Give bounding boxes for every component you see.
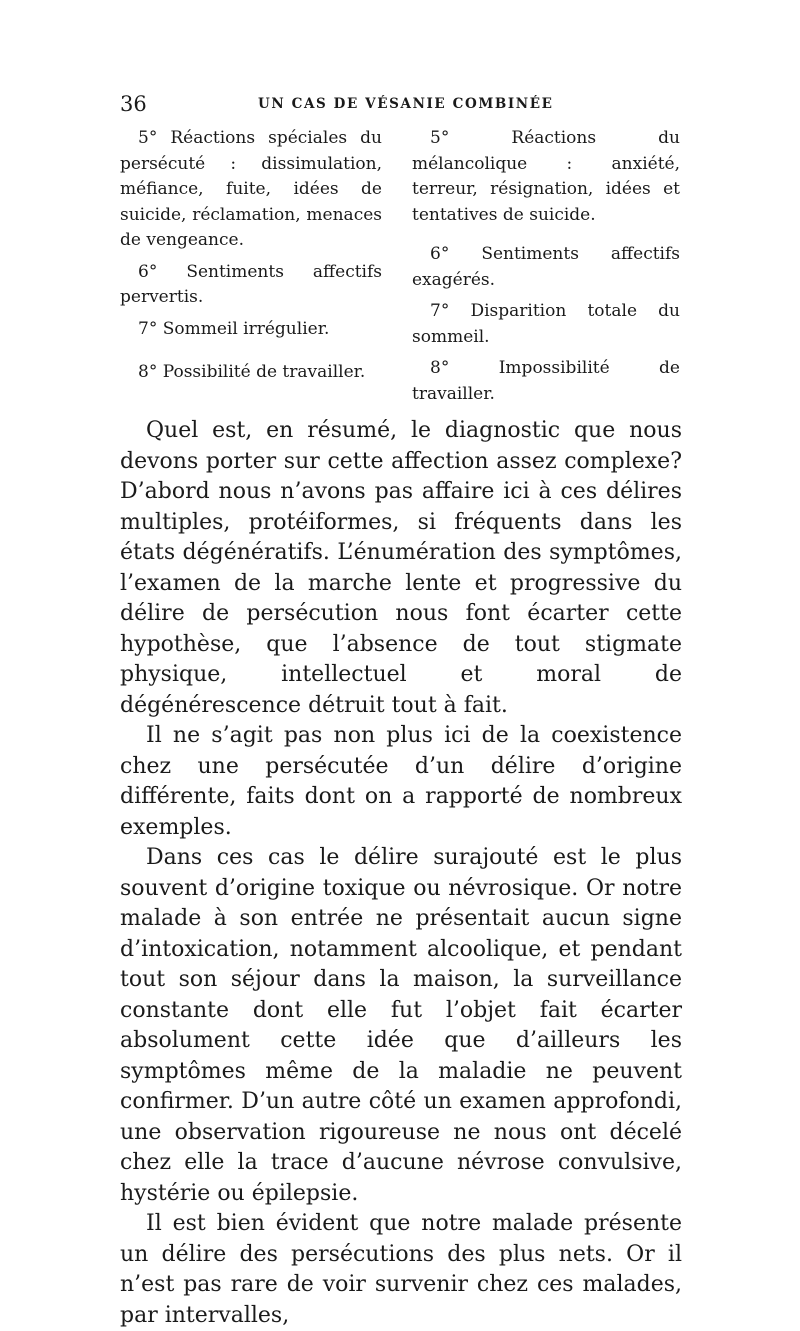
page-header (120, 92, 680, 122)
right-item-7: 7° Disparition totale du sommeil. (412, 301, 680, 347)
melancholy-symptoms-column (412, 126, 680, 413)
right-item-5: 5° Réactions du mélancolique : anxiété, terreur, résignation, idées et tentatives de suicide. (412, 128, 680, 225)
page-number: 36 (120, 92, 147, 116)
left-item-5: 5° Réactions spéciales du persécuté : dissimulation, méfiance, fuite, idées de suicide, réclamation, menaces de vengeance. (120, 128, 382, 250)
right-item-6: 6° Sentiments affectifs exagérés. (412, 244, 680, 290)
main-text (120, 416, 682, 1331)
paragraph-toxic-origin: Dans ces cas le délire surajouté est le plus souvent d’origine toxique ou névrosique. Or notre malade à son entrée ne présentait aucun signe d’intoxication, notamment alcoolique, et pendant tout son séjour dans la maison, la surveillance constante dont elle fut l’objet fait écarter absolument cette idée que d’ailleurs les symptômes même de la maladie ne peuvent confirmer. D’un autre côté un examen approfondi, une observation rigoureuse ne nous ont décelé chez elle la trace d’aucune névrose convulsive, hystérie ou épilepsie. (120, 845, 682, 1206)
left-item-8: 8° Possibilité de travailler. (138, 362, 366, 382)
persecution-symptoms-column (120, 126, 382, 392)
left-item-7: 7° Sommeil irrégulier. (138, 318, 330, 339)
paragraph-persecution: Il est bien évident que notre malade présente un délire des persécutions des plus nets. Or il n’est pas rare de voir survenir chez ces malades, par intervalles, (120, 1211, 682, 1328)
right-item-8: 8° Impossibilité de travailler. (412, 358, 680, 404)
running-title: UN CAS DE VÉSANIE COMBINÉE (258, 96, 554, 112)
paragraph-diagnostic: Quel est, en résumé, le diagnostic que nous devons porter sur cette affection assez complexe? D’abord nous n’avons pas affaire ici à ces délires multiples, protéiformes, si fréquents dans les états dégénératifs. L’énumération des symptômes, l’examen de la marche lente et progressive du délire de persécution nous font écarter cette hypothèse, que l’absence de tout stigmate physique, intellectuel et moral de dégénérescence détruit tout à fait. (120, 418, 682, 718)
paragraph-coexistence: Il ne s’agit pas non plus ici de la coexistence chez une persécutée d’un délire d’origine différente, faits dont on a rapporté de nombreux exemples. (120, 723, 682, 840)
left-item-6: 6° Sentiments affectifs pervertis. (120, 261, 382, 307)
